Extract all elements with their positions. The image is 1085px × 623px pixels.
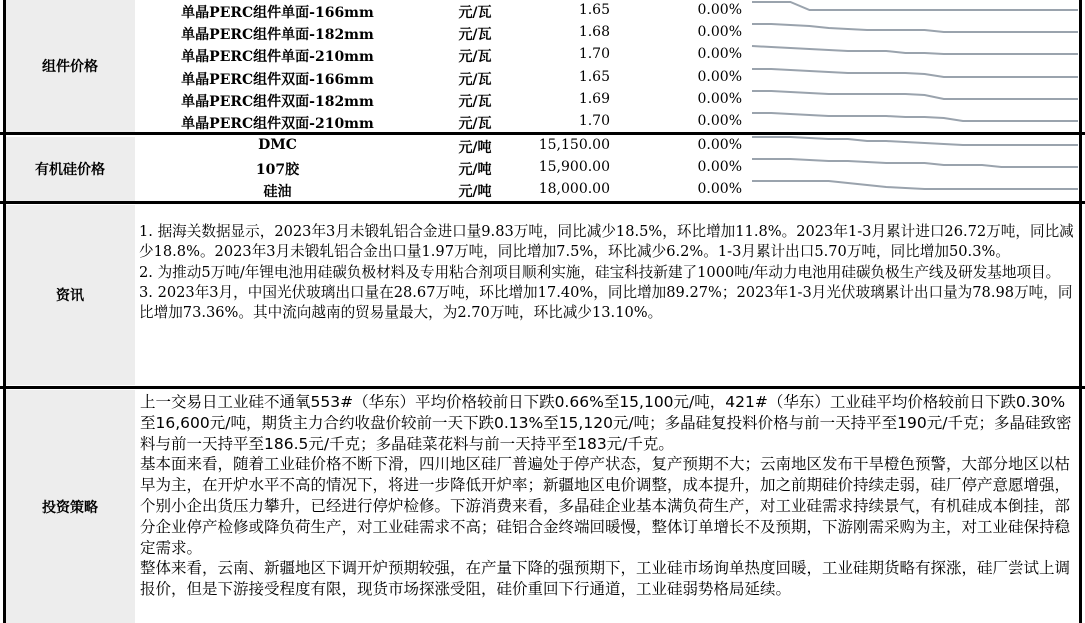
strategy-paragraph: 整体来看，云南、新疆地区下调开炉预期较强，在产量下降的强预期下，工业硅市场询单热度回暖，工业硅期货略有探涨，硅厂尝试上调报价，但是下游接受程度有限，现货市场探涨受阻，硅价重回下行通道，工业硅弱势格局延续。 bbox=[140, 559, 1071, 599]
unit: 元/瓦 bbox=[458, 116, 492, 132]
change: 0.00% bbox=[697, 2, 742, 18]
unit: 元/瓦 bbox=[458, 5, 492, 21]
strategy-paragraph: 基本面来看，随着工业硅价格不断下滑，四川地区硅厂普遍处于停产状态，复产预期不大；云南地区发布干旱橙色预警，大部分地区以枯早为主，在开炉水平不高的情况下，将进一步降低开炉率；新疆地区电价调整，成本提升，加之前期硅价持续走弱，硅厂停产意愿增强，个别小企出货压力攀升，已经进行停炉检修。下游消费来看，多晶硅企业基本满负荷生产，对工业硅需求持续景气，有机硅成本倒挂，部分企业停产检修或降负荷生产，对工业硅需求不高；硅铝合金终端回暖慢，整体订单增长不及预期，下游刚需采购为主，对工业硅保持稳定需求。 bbox=[140, 455, 1071, 557]
sparkline-path bbox=[752, 113, 1078, 121]
product-name: 单晶PERC组件双面-182mm bbox=[181, 94, 374, 110]
sparkline-path bbox=[752, 181, 1078, 189]
product-name: 单晶PERC组件双面-210mm bbox=[181, 116, 374, 132]
section-divider bbox=[0, 132, 1085, 135]
product-name: 单晶PERC组件单面-166mm bbox=[181, 5, 374, 21]
sparkline-component-0 bbox=[752, 0, 1078, 23]
sparkline-path bbox=[752, 159, 1078, 167]
sparkline-silicone-1 bbox=[752, 157, 1078, 180]
silicone-price-label: 有机硅价格 bbox=[35, 162, 105, 178]
section-divider bbox=[0, 386, 1085, 389]
left-border bbox=[3, 0, 6, 623]
sparkline-path bbox=[752, 137, 1078, 145]
sparkline-component-5 bbox=[752, 111, 1078, 134]
unit: 元/瓦 bbox=[458, 49, 492, 65]
news-item: 3. 2023年3月，中国光伏玻璃出口量在28.67万吨，环比增加17.40%，同比增加89.27%；2023年1-3月光伏玻璃累计出口量为78.98万吨，同比增加73.36%。其中流向越南的贸易量最大，为2.70万吨，环比减少13.10%。 bbox=[139, 283, 1073, 322]
news-item: 1. 据海关数据显示，2023年3月未锻轧铝合金进口量9.83万吨，同比减少18.5%，环比增加11.8%。2023年1-3月累计进口26.72万吨，同比减少18.8%。2023年3月未锻轧铝合金出口量1.97万吨，同比增加7.5%，环比减少6.2%。1-3月累计出口5.70万吨，同比增加50.3%。 bbox=[139, 223, 1074, 261]
price: 15,900.00 bbox=[538, 159, 610, 175]
sparkline-component-1 bbox=[752, 22, 1078, 45]
strategy-content bbox=[140, 392, 1078, 600]
sparkline-silicone-0 bbox=[752, 135, 1078, 158]
component-price-label: 组件价格 bbox=[42, 59, 98, 75]
product-name: 硅油 bbox=[263, 184, 292, 200]
strategy-paragraph: 上一交易日工业硅不通氧553#（华东）平均价格较前日下跌0.66%至15,100元/吨，421#（华东）工业硅平均价格较前日下跌0.30%至16,600元/吨，期货主力合约收盘价较前一天下跌0.13%至15,120元/吨；多晶硅复投料价格与前一天持平至190元/千克；多晶硅致密料与前一天持平至186.5元/千克；多晶硅菜花料与前一天持平至183元/千克。 bbox=[140, 393, 1072, 453]
section-divider bbox=[0, 201, 1085, 204]
price: 1.68 bbox=[578, 24, 610, 40]
product-name: DMC bbox=[258, 137, 297, 153]
price: 1.65 bbox=[578, 69, 610, 85]
unit: 元/吨 bbox=[458, 140, 492, 156]
right-border bbox=[1079, 0, 1082, 623]
sparkline-path bbox=[752, 69, 1078, 77]
news-item: 2. 为推动5万吨/年锂电池用硅碳负极材料及专用粘合剂项目顺利实施，硅宝科技新建了1000吨/年动力电池用硅碳负极生产线及研发基地项目。 bbox=[139, 263, 1061, 281]
product-name: 单晶PERC组件单面-182mm bbox=[181, 27, 374, 43]
product-name: 单晶PERC组件单面-210mm bbox=[181, 49, 374, 65]
change: 0.00% bbox=[697, 181, 742, 197]
price: 1.70 bbox=[578, 46, 610, 62]
change: 0.00% bbox=[697, 91, 742, 107]
sparkline-path bbox=[752, 46, 1078, 54]
unit: 元/吨 bbox=[458, 184, 492, 200]
unit: 元/瓦 bbox=[458, 94, 492, 110]
change: 0.00% bbox=[697, 69, 742, 85]
change: 0.00% bbox=[697, 46, 742, 62]
unit: 元/瓦 bbox=[458, 72, 492, 88]
product-name: 单晶PERC组件双面-166mm bbox=[181, 72, 374, 88]
sparkline-component-3 bbox=[752, 67, 1078, 90]
unit: 元/吨 bbox=[458, 162, 492, 178]
price: 1.65 bbox=[578, 2, 610, 18]
price: 1.70 bbox=[578, 113, 610, 129]
sparkline-component-4 bbox=[752, 89, 1078, 112]
price: 1.69 bbox=[578, 91, 610, 107]
sparkline-component-2 bbox=[752, 44, 1078, 67]
change: 0.00% bbox=[697, 137, 742, 153]
price: 15,150.00 bbox=[538, 137, 610, 153]
change: 0.00% bbox=[697, 113, 742, 129]
change: 0.00% bbox=[697, 159, 742, 175]
product-name: 107胶 bbox=[255, 162, 300, 178]
price: 18,000.00 bbox=[538, 181, 610, 197]
sparkline-path bbox=[752, 24, 1078, 32]
change: 0.00% bbox=[697, 24, 742, 40]
sparkline-path bbox=[752, 2, 1078, 10]
news-content bbox=[139, 222, 1079, 323]
strategy-label: 投资策略 bbox=[42, 499, 98, 516]
news-label: 资讯 bbox=[56, 288, 84, 304]
unit: 元/瓦 bbox=[458, 27, 492, 43]
sparkline-silicone-2 bbox=[752, 179, 1078, 202]
sparkline-path bbox=[752, 91, 1078, 99]
